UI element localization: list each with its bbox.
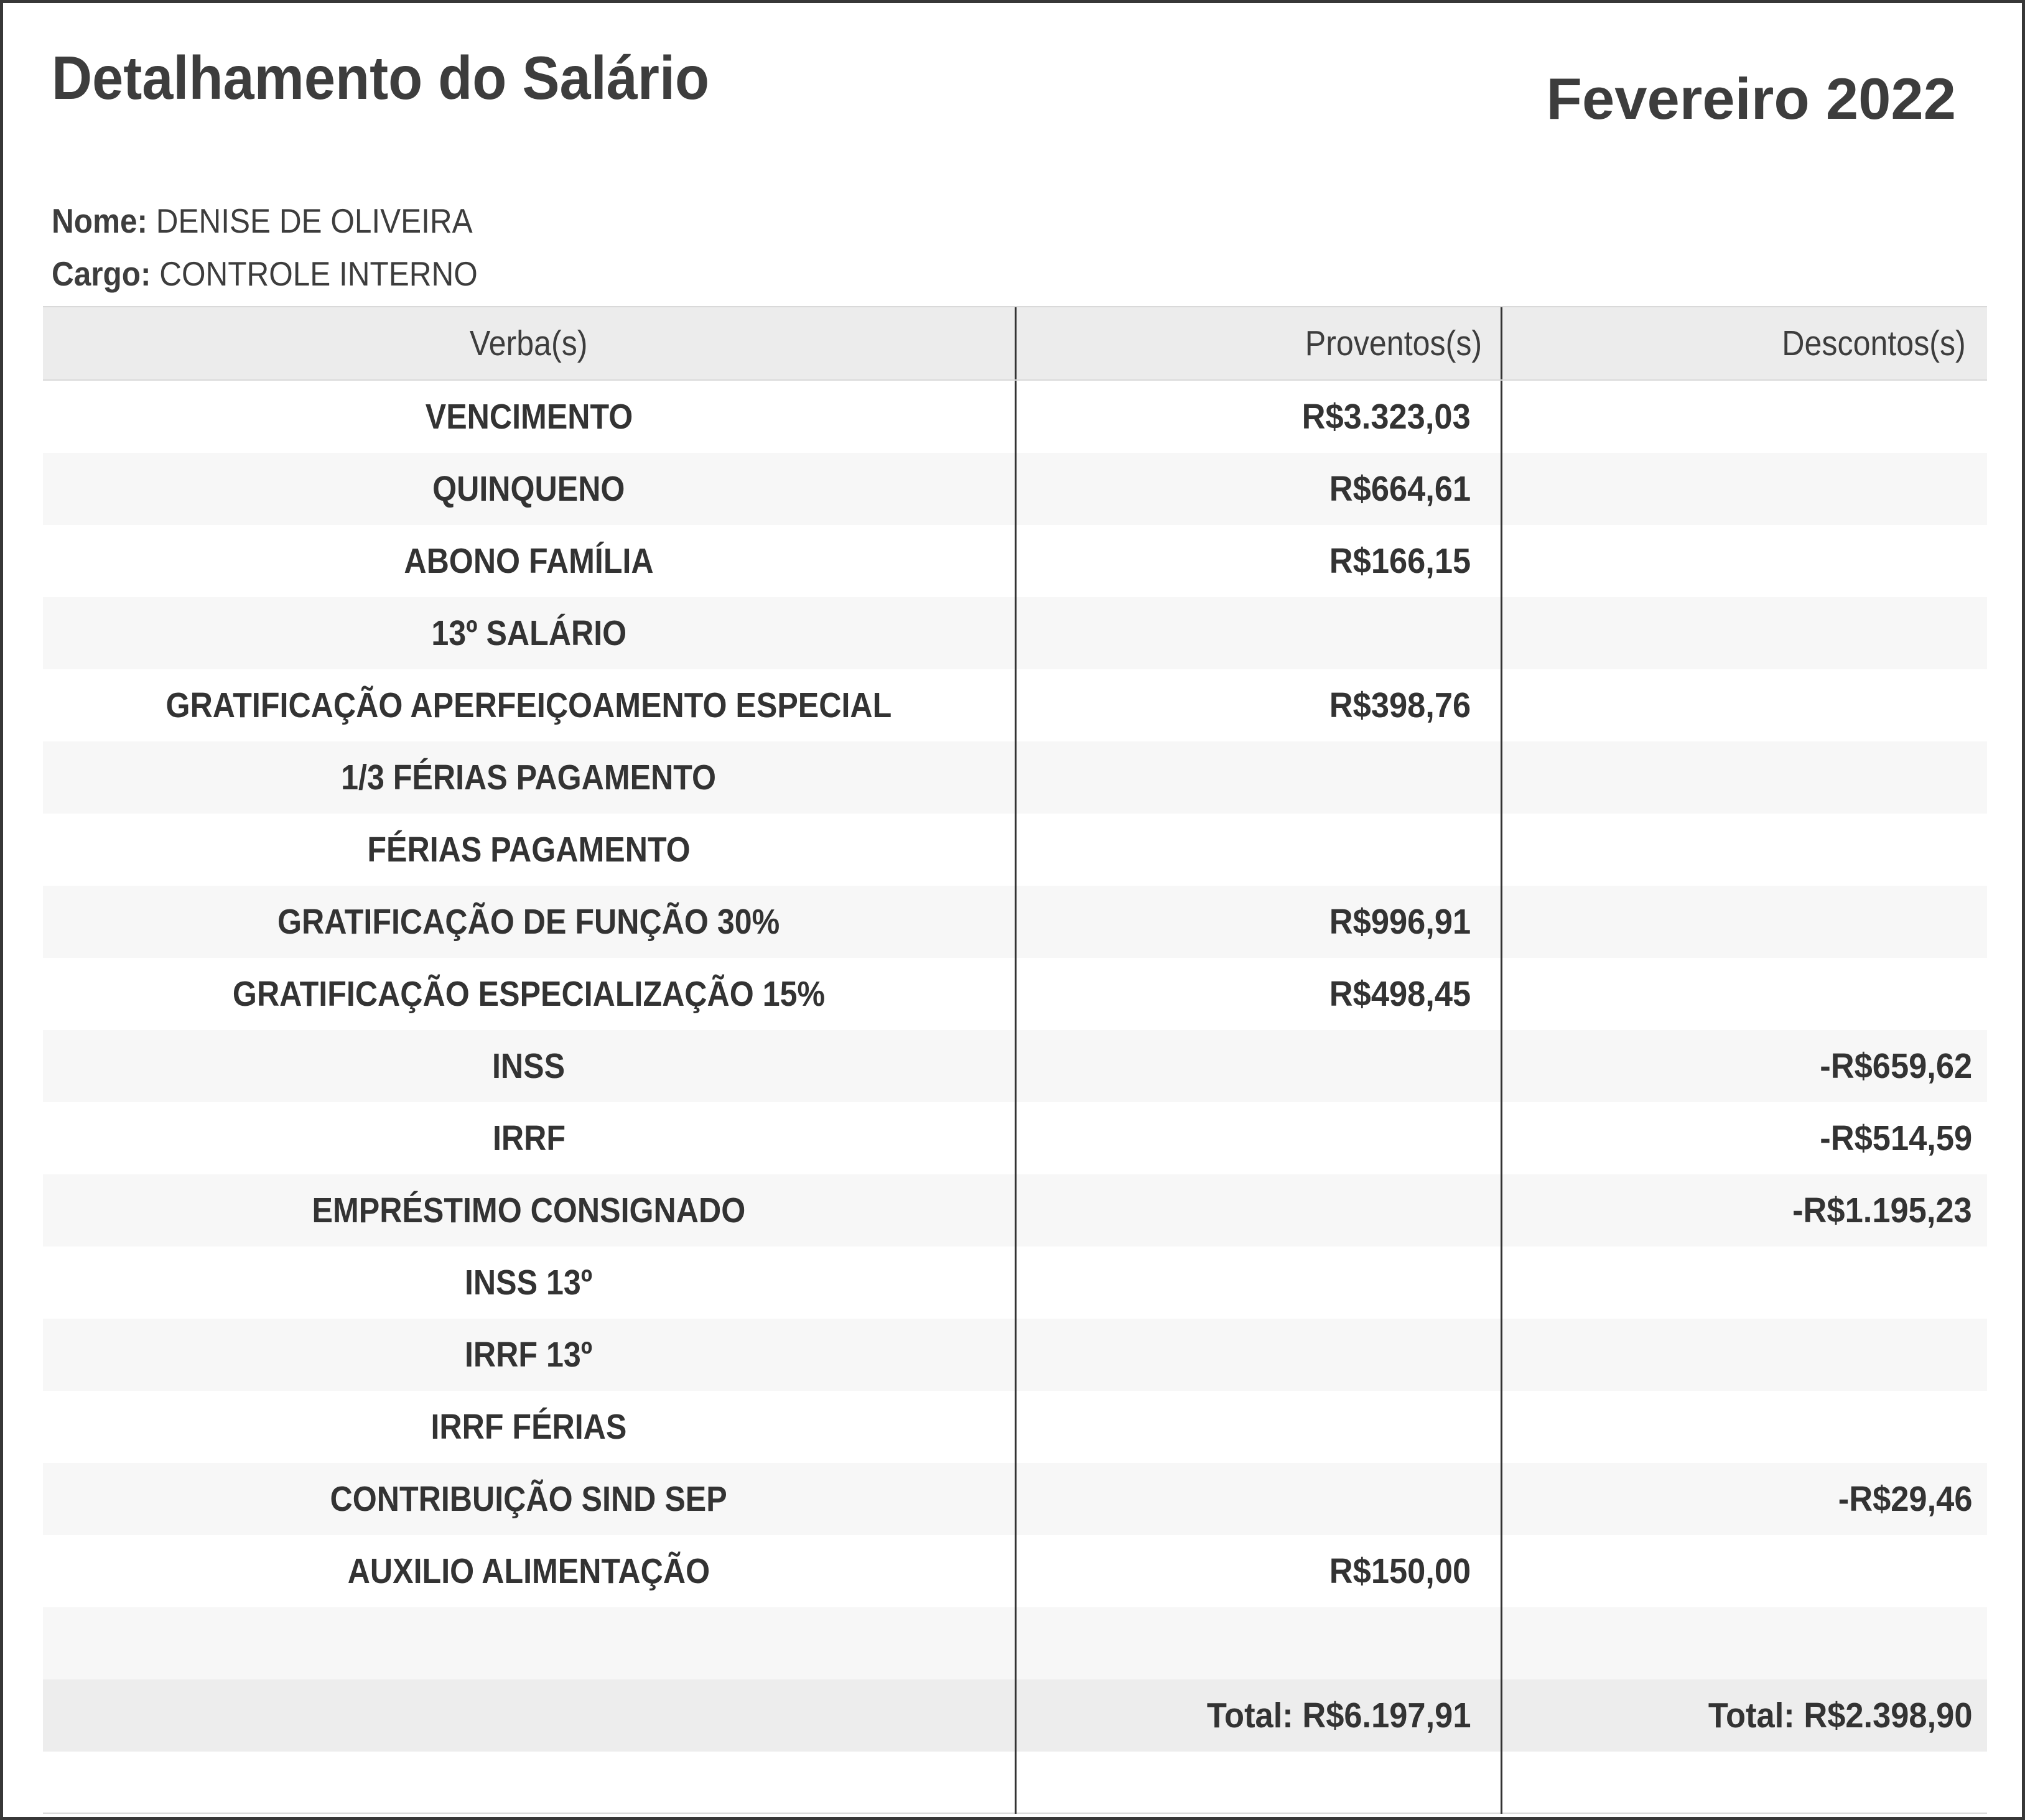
- verba-cell: GRATIFICAÇÃO ESPECIALIZAÇÃO 15%: [232, 974, 826, 1014]
- table-row-empty: [43, 1607, 1987, 1679]
- desconto-cell: -R$29,46: [1501, 1463, 1987, 1535]
- table-row: [43, 453, 1987, 525]
- table-footer-blank-row: [43, 1752, 1987, 1814]
- verba-cell: 1/3 FÉRIAS PAGAMENTO: [341, 758, 717, 798]
- desconto-cell: [1501, 1535, 1987, 1607]
- name-label: Nome:: [52, 202, 148, 241]
- verba-cell: GRATIFICAÇÃO DE FUNÇÃO 30%: [277, 902, 780, 942]
- provento-cell: R$498,45: [1015, 958, 1501, 1030]
- table-row: [43, 1463, 1987, 1535]
- provento-cell: R$996,91: [1015, 886, 1501, 958]
- verba-cell: AUXILIO ALIMENTAÇÃO: [347, 1551, 710, 1592]
- desconto-cell: [1501, 453, 1987, 525]
- desconto-cell: -R$514,59: [1501, 1102, 1987, 1174]
- period-text: Fevereiro 2022: [1546, 66, 1956, 131]
- desconto-cell: [1501, 1391, 1987, 1463]
- verba-cell: [43, 1607, 1015, 1679]
- page-title: [52, 43, 766, 113]
- proventos-total: Total: R$6.197,91: [1015, 1679, 1501, 1752]
- verba-cell: ABONO FAMÍLIA: [404, 541, 654, 582]
- verba-cell: INSS 13º: [465, 1263, 593, 1303]
- verba-cell: 13º SALÁRIO: [431, 613, 626, 654]
- descontos-total: Total: R$2.398,90: [1501, 1679, 1987, 1752]
- table-row: [43, 381, 1987, 453]
- verba-cell: INSS: [492, 1046, 566, 1087]
- desconto-cell: [1501, 381, 1987, 453]
- table-row: [43, 1535, 1987, 1607]
- desconto-cell: -R$1.195,23: [1501, 1174, 1987, 1247]
- provento-cell: [1015, 597, 1501, 669]
- desconto-cell: [1501, 525, 1987, 597]
- table-row: [43, 669, 1987, 741]
- table-row: [43, 1391, 1987, 1463]
- totals-row: [43, 1679, 1987, 1752]
- period-label: [1547, 65, 1956, 132]
- page-header: [52, 43, 1956, 132]
- employee-info: [52, 195, 1982, 300]
- desconto-cell: [1501, 958, 1987, 1030]
- salary-table: [43, 306, 1987, 1814]
- blank-cell: [1015, 1752, 1501, 1814]
- table-row: [43, 741, 1987, 814]
- provento-cell: [1015, 1607, 1501, 1679]
- provento-cell: [1015, 1102, 1501, 1174]
- provento-cell: [1015, 1463, 1501, 1535]
- provento-cell: R$398,76: [1015, 669, 1501, 741]
- table-row: [43, 958, 1987, 1030]
- totals-spacer-cell: [43, 1679, 1015, 1752]
- desconto-cell: [1501, 669, 1987, 741]
- verba-cell: QUINQUENO: [432, 469, 625, 509]
- desconto-cell: [1501, 597, 1987, 669]
- provento-cell: R$664,61: [1015, 453, 1501, 525]
- provento-cell: [1015, 1319, 1501, 1391]
- table-header-row: [43, 306, 1987, 381]
- blank-cell: [1501, 1752, 1987, 1814]
- table-row: [43, 1102, 1987, 1174]
- role-label: Cargo:: [52, 254, 151, 294]
- column-header-verbas: Verba(s): [470, 323, 588, 364]
- verba-cell: IRRF: [492, 1118, 566, 1159]
- table-row: [43, 886, 1987, 958]
- table-row: [43, 1174, 1987, 1247]
- verba-cell: GRATIFICAÇÃO APERFEIÇOAMENTO ESPECIAL: [165, 685, 892, 726]
- provento-cell: [1015, 1391, 1501, 1463]
- employee-name-line: [52, 195, 1982, 248]
- verba-cell: IRRF 13º: [465, 1335, 593, 1375]
- desconto-cell: [1501, 1607, 1987, 1679]
- desconto-cell: [1501, 814, 1987, 886]
- provento-cell: [1015, 1247, 1501, 1319]
- provento-cell: R$150,00: [1015, 1535, 1501, 1607]
- provento-cell: R$166,15: [1015, 525, 1501, 597]
- provento-cell: [1015, 1174, 1501, 1247]
- table-row: [43, 1247, 1987, 1319]
- desconto-cell: [1501, 1319, 1987, 1391]
- role-value: CONTROLE INTERNO: [159, 254, 478, 294]
- verba-cell: IRRF FÉRIAS: [431, 1407, 627, 1447]
- blank-cell: [43, 1752, 1015, 1814]
- desconto-cell: [1501, 741, 1987, 814]
- verba-cell: EMPRÉSTIMO CONSIGNADO: [312, 1191, 746, 1231]
- provento-cell: [1015, 741, 1501, 814]
- column-header-descontos: Descontos(s): [1501, 307, 1987, 379]
- name-value: DENISE DE OLIVEIRA: [156, 202, 473, 241]
- table-row: [43, 1030, 1987, 1102]
- provento-cell: [1015, 1030, 1501, 1102]
- provento-cell: R$3.323,03: [1015, 381, 1501, 453]
- verba-cell: FÉRIAS PAGAMENTO: [367, 830, 691, 870]
- table-row: [43, 1319, 1987, 1391]
- desconto-cell: [1501, 1247, 1987, 1319]
- verba-cell: VENCIMENTO: [425, 397, 633, 437]
- desconto-cell: -R$659,62: [1501, 1030, 1987, 1102]
- verba-cell: CONTRIBUIÇÃO SIND SEP: [330, 1479, 728, 1520]
- employee-role-line: [52, 248, 1982, 300]
- desconto-cell: [1501, 886, 1987, 958]
- column-header-proventos: Proventos(s): [1015, 307, 1501, 379]
- table-row: [43, 814, 1987, 886]
- table-row: [43, 525, 1987, 597]
- table-body: [43, 381, 1987, 1679]
- table-row: [43, 597, 1987, 669]
- page-title-text: Detalhamento do Salário: [52, 44, 710, 112]
- provento-cell: [1015, 814, 1501, 886]
